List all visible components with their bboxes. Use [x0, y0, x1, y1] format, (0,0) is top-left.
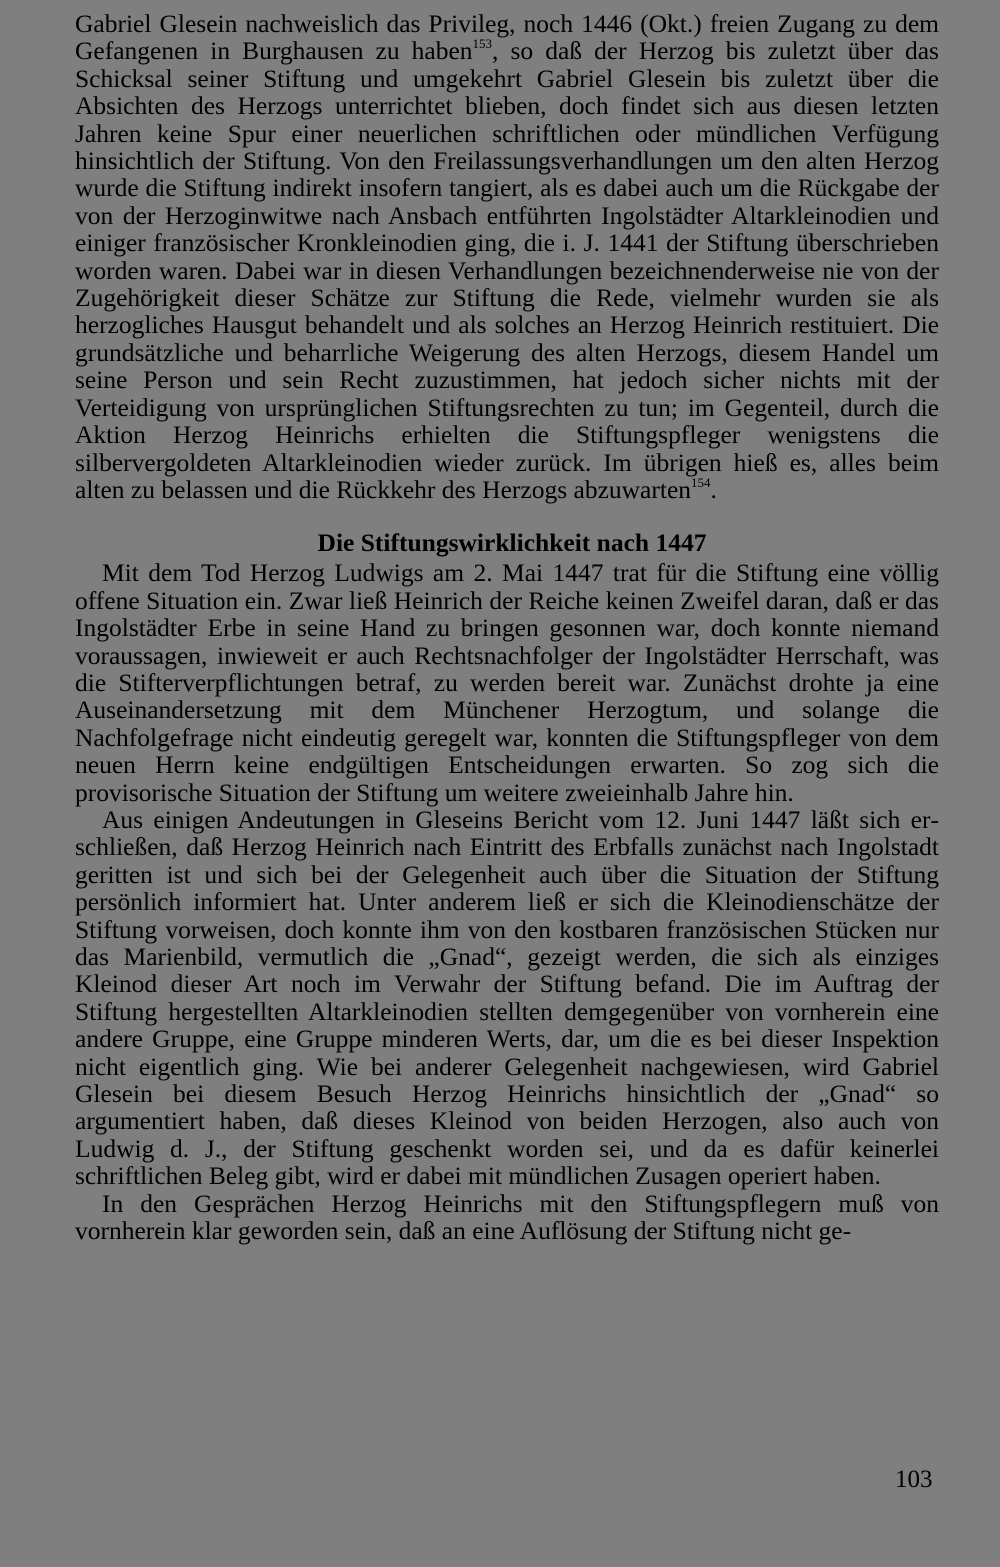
paragraph: In den Gesprächen Herzog Heinrichs mit den Stiftungspflegern muß von vornherein klar geworden sein, daß an eine Auflösung der Stiftung nicht ge- [75, 1188, 939, 1246]
paragraph-continuation [75, 10, 939, 503]
paragraph-text: , so daß der Herzog bis zuletzt über das Schicksal seiner Stiftung und umgekehrt Gabriel Glesein bis zuletzt über die Absichten des Herzogs unterrichtet blieben, doch findet sich aus diesen letzten Jahren keine Spur einer neuerlichen schriftlichen oder mündlichen Verfügung hinsichtlich der Stiftung. Von den Freilassungsverhandlungen um den alten Herzog wurde die Stiftung indirekt insofern tangiert, als es dabei auch um die Rückgabe der von der Herzoginwitwe nach Ansbach entführten Ingolstädter Altarkleinodien und einiger französischer Kronkleinodien ging, die i. J. 1441 der Stiftung überschrieben worden waren. Dabei war in diesen Verhandlungen bezeichnenderweise nie von der Zugehörigkeit dieser Schätze zur Stiftung die Rede, vielmehr wurden sie als herzogliches Hausgut behandelt und als solches an Herzog Heinrich restituiert. Die grundsätzliche und beharrliche Weigerung des alten Herzogs, diesem Handel um seine Person und sein Recht zuzustimmen, hat jedoch sicher nichts mit der Verteidigung von ursprünglichen Stiftungsrechten zu tun; im Gegenteil, durch die Aktion Herzog Heinrichs erhielten die Stiftungspfleger wenigstens die silbervergoldeten Altarkleinodien wieder zurück. Im übrigen hieß es, alles beim alten zu belassen und die Rückkehr des Herzogs abzuwarten [75, 36, 939, 504]
footnote-marker[interactable]: 153 [472, 36, 493, 52]
paragraph-text: . [710, 474, 717, 504]
paragraph: Mit dem Tod Herzog Ludwigs am 2. Mai 1447 trat für die Stiftung eine völlig offene Situation ein. Zwar ließ Heinrich der Reiche keinen Zweifel daran, daß er das Ingolstädter Erbe in seine Hand zu bringen gesonnen war, doch konnte niemand voraussagen, inwieweit er auch Rechtsnachfolger der Ingolstädter Herrschaft, was die Stifterverpflichtungen betraf, zu werden bereit war. Zunächst drohte ja eine Auseinandersetzung mit dem Münchener Herzogtum, und solange die Nachfolgefrage nicht eindeutig geregelt war, konnten die Stiftungspfleger von dem neuen Herrn keine endgültigen Entscheidungen erwarten. So zog sich die provisorische Situation der Stiftung um weitere zweieinhalb Jahre hin. [75, 558, 939, 807]
paragraph-text: Gabriel Glesein nachweislich das Privileg, noch 1446 (Okt.) freien Zugang zu dem Gefangenen in Burghausen zu haben [75, 9, 939, 66]
page-body [75, 10, 939, 1244]
section-heading: Die Stiftungswirklichkeit nach 1447 [317, 528, 707, 558]
page-number: 103 [895, 1466, 933, 1493]
footnote-marker[interactable]: 154 [691, 474, 711, 490]
paragraph: Aus einigen Andeutungen in Gleseins Bericht vom 12. Juni 1447 läßt sich erschließen, daß Herzog Heinrich nach Eintritt des Erbfalls zunächst nach Ingolstadt geritten ist und sich bei der Gelegenheit auch über die Situation der Stiftung persönlich informiert hat. Unter anderem ließ er sich die Kleinodienschätze der Stiftung vorweisen, doch konnte ihm von den kostbaren französischen Stücken nur das Marienbild, vermutlich die „Gnad“, gezeigt werden, die sich als einziges Kleinod dieser Art noch im Verwahr der Stiftung befand. Die im Auftrag der Stiftung hergestellten Altarkleinodien stellten demgegenüber von vornherein eine andere Gruppe, eine Gruppe minderen Werts, dar, um die es bei dieser Inspektion nicht eigentlich ging. Wie bei anderer Gelegenheit nachgewiesen, wird Gabriel Glesein bei diesem Besuch Herzog Heinrichs hinsichtlich der „Gnad“ so argumentiert haben, daß dieses Kleinod von beiden Herzogen, also auch von Ludwig d. J., der Stiftung geschenkt worden sei, und da es dafür keinerlei schriftlichen Beleg gibt, wird er dabei mit mündlichen Zusagen operiert haben. [75, 804, 939, 1191]
